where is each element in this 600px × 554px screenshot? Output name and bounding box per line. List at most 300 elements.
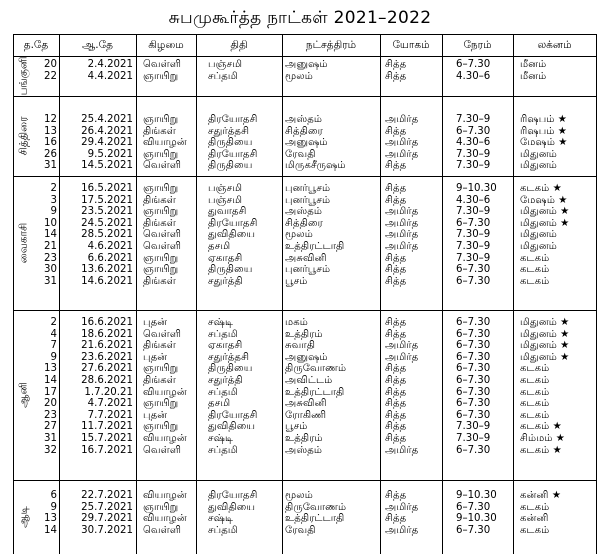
yogam-cell: சித்த — [385, 125, 407, 137]
lagnam-cell: மீனம் — [520, 59, 547, 70]
english-date-cell: 9.5.2021 — [87, 148, 133, 160]
weekday-cell: ஞாயிறு — [143, 398, 179, 410]
muhurtham-table — [13, 34, 597, 554]
yogam-cell: சித்த — [385, 183, 407, 194]
yogam-cell: சித்த — [385, 375, 407, 386]
star-cell: மூலம் — [285, 490, 313, 501]
table-row — [13, 264, 597, 276]
tamil-day-cell: 14 — [44, 229, 57, 241]
table-row — [13, 352, 597, 364]
tamil-day-cell: 9 — [50, 501, 57, 513]
table-row — [13, 253, 597, 265]
weekday-cell: ஞாயிறு — [143, 114, 179, 125]
english-date-cell: 29.7.2021 — [81, 513, 133, 525]
time-cell: 9–10.30 — [456, 490, 497, 501]
yogam-cell: சித்த — [385, 194, 407, 206]
tamil-day-cell: 13 — [44, 513, 57, 525]
star-cell: அஸ்தம் — [285, 206, 323, 218]
english-date-cell: 1.7.20.21 — [84, 386, 133, 398]
tamil-day-cell: 13 — [44, 363, 57, 375]
lagnam-cell: மிதுனம் ★ — [520, 340, 570, 352]
weekday-cell: வியாழன் — [143, 433, 187, 444]
weekday-cell: புதன் — [143, 317, 168, 328]
english-date-cell: 16.5.2021 — [81, 183, 133, 194]
yogam-cell: சித்த — [385, 398, 407, 410]
english-date-cell: 4.6.2021 — [87, 241, 133, 252]
yogam-cell: சித்த — [385, 328, 407, 340]
weekday-cell: வெள்ளி — [143, 524, 182, 536]
time-cell: 6–7.30 — [456, 125, 491, 137]
time-cell: 9–10.30 — [456, 183, 497, 194]
time-cell: 4.30–6 — [456, 194, 491, 206]
english-date-cell: 15.7.2021 — [81, 433, 133, 444]
table-row — [13, 445, 597, 457]
lagnam-cell: மிதுனம் ★ — [520, 351, 570, 363]
yogam-cell: சித்த — [385, 421, 407, 433]
table-row — [13, 387, 597, 399]
tamil-day-cell: 14 — [44, 524, 57, 536]
thithi-cell: துவிதியை — [208, 421, 256, 433]
lagnam-cell: கடகம் — [520, 409, 550, 421]
weekday-cell: வியாழன் — [143, 386, 187, 398]
english-date-cell: 16.7.2021 — [81, 444, 133, 456]
weekday-cell: ஞாயிறு — [143, 252, 179, 264]
table-row — [13, 59, 597, 71]
header-weekday: கிழமை — [148, 39, 184, 51]
yogam-cell: அமிர்த — [385, 241, 419, 252]
thithi-cell: சப்தமி — [208, 70, 238, 82]
weekday-cell: ஞாயிறு — [143, 421, 179, 433]
weekday-cell: வியாழன் — [143, 513, 187, 525]
time-cell: 6–7.30 — [456, 264, 491, 276]
time-cell: 7.30–9 — [456, 160, 491, 172]
yogam-cell: சித்த — [385, 409, 407, 421]
weekday-cell: புதன் — [143, 409, 168, 421]
lagnam-cell: மிதுனம் — [520, 241, 557, 252]
thithi-cell: சதுர்த்தசி — [208, 351, 250, 363]
star-cell: ரோகிணி — [285, 409, 327, 421]
table-row — [13, 114, 597, 126]
thithi-cell: திரயோதசி — [208, 148, 258, 160]
time-cell: 7.30–9 — [456, 433, 491, 444]
tamil-day-cell: 27 — [44, 421, 57, 433]
table-row — [13, 317, 597, 329]
thithi-cell: சதுர்த்தி — [208, 375, 243, 386]
weekday-cell: திங்கள் — [143, 375, 176, 386]
lagnam-cell: சிம்மம் ★ — [520, 433, 565, 444]
table-row — [13, 206, 597, 218]
english-date-cell: 29.4.2021 — [81, 137, 133, 149]
table-row — [13, 398, 597, 410]
tamil-day-cell: 7 — [50, 340, 57, 352]
star-cell: மிருகசீருஷம் — [285, 160, 346, 172]
english-date-cell: 21.6.2021 — [81, 340, 133, 352]
english-date-cell: 22.7.2021 — [81, 490, 133, 501]
tamil-day-cell: 20 — [44, 398, 57, 410]
english-date-cell: 24.5.2021 — [81, 217, 133, 229]
header-thithi: திதி — [230, 39, 248, 51]
star-cell: அசுவினி — [285, 398, 327, 410]
tamil-day-cell: 9 — [50, 351, 57, 363]
time-cell: 6–7.30 — [456, 275, 491, 287]
time-cell: 4.30–6 — [456, 70, 491, 82]
weekday-cell: ஞாயிறு — [143, 206, 179, 218]
table-row — [13, 183, 597, 195]
yogam-cell: அமிர்த — [385, 148, 419, 160]
english-date-cell: 27.6.2021 — [81, 363, 133, 375]
yogam-cell: சித்த — [385, 59, 407, 70]
page-title: சுபமுகூர்த்த நாட்கள் 2021–2022 — [168, 8, 432, 28]
tamil-day-cell: 21 — [44, 241, 57, 252]
yogam-cell: அமிர்த — [385, 229, 419, 241]
table-row — [13, 218, 597, 230]
table-row — [13, 149, 597, 161]
star-cell: பூசம் — [285, 275, 308, 287]
english-date-cell: 13.6.2021 — [81, 264, 133, 276]
lagnam-cell: மிதுனம் ★ — [520, 317, 570, 328]
table-row — [13, 229, 597, 241]
table-row — [13, 513, 597, 525]
tamil-day-cell: 2 — [50, 317, 57, 328]
time-cell: 6–7.30 — [456, 317, 491, 328]
star-cell: புனர்பூசம் — [285, 194, 331, 206]
lagnam-cell: கன்னி ★ — [520, 490, 561, 501]
tamil-day-cell: 4 — [50, 328, 57, 340]
star-cell: அஸ்தம் — [285, 114, 323, 125]
table-row — [13, 71, 597, 83]
tamil-day-cell: 23 — [44, 252, 57, 264]
star-cell: அனுஷம் — [285, 59, 328, 70]
lagnam-cell: கடகம் — [520, 398, 550, 410]
thithi-cell: பஞ்சமி — [208, 194, 243, 206]
time-cell: 7.30–9 — [456, 421, 491, 433]
thithi-cell: சஷ்டி — [208, 513, 234, 525]
weekday-cell: வெள்ளி — [143, 241, 182, 252]
english-date-cell: 17.5.2021 — [81, 194, 133, 206]
month-label-aadi: ஆடி — [17, 506, 30, 528]
english-date-cell: 18.6.2021 — [81, 328, 133, 340]
english-date-cell: 25.4.2021 — [81, 114, 133, 125]
weekday-cell: திங்கள் — [143, 340, 176, 352]
star-cell: சித்திரை — [285, 217, 323, 229]
tamil-day-cell: 32 — [44, 444, 57, 456]
english-date-cell: 7.7.2021 — [87, 409, 133, 421]
star-cell: புனர்பூசம் — [285, 183, 331, 194]
tamil-day-cell: 23 — [44, 409, 57, 421]
thithi-cell: பஞ்சமி — [208, 183, 243, 194]
star-cell: மூலம் — [285, 229, 313, 241]
lagnam-cell: மிதுனம் ★ — [520, 328, 570, 340]
lagnam-cell: கடகம் — [520, 264, 550, 276]
tamil-day-cell: 31 — [44, 275, 57, 287]
weekday-cell: ஞாயிறு — [143, 148, 179, 160]
time-cell: 6–7.30 — [456, 217, 491, 229]
table-row — [13, 410, 597, 422]
table-row — [13, 340, 597, 352]
time-cell: 6–7.30 — [456, 363, 491, 375]
star-cell: சித்திரை — [285, 125, 323, 137]
star-cell: புனர்பூசம் — [285, 264, 331, 276]
thithi-cell: திரயோதசி — [208, 114, 258, 125]
star-cell: அனுஷம் — [285, 351, 328, 363]
tamil-day-cell: 10 — [44, 217, 57, 229]
thithi-cell: துவிதியை — [208, 229, 256, 241]
lagnam-cell: மிதுனம் ★ — [520, 206, 570, 218]
lagnam-cell: மேஷம் ★ — [520, 137, 568, 149]
time-cell: 6–7.30 — [456, 524, 491, 536]
weekday-cell: ஞாயிறு — [143, 363, 179, 375]
lagnam-cell: மேஷம் ★ — [520, 194, 568, 206]
star-cell: உத்திரம் — [285, 328, 323, 340]
tamil-day-cell: 6 — [50, 490, 57, 501]
tamil-day-cell: 3 — [50, 194, 57, 206]
header-time: நேரம் — [463, 39, 492, 51]
lagnam-cell: மிதுனம் ★ — [520, 217, 570, 229]
time-cell: 7.30–9 — [456, 252, 491, 264]
tamil-day-cell: 14 — [44, 375, 57, 386]
lagnam-cell: ரிஷபம் ★ — [520, 125, 567, 137]
tamil-day-cell: 30 — [44, 264, 57, 276]
header-lagnam: லக்னம் — [537, 39, 572, 51]
month-label-chithirai: சித்திரை — [17, 116, 30, 156]
time-cell: 6–7.30 — [456, 386, 491, 398]
thithi-cell: துவிதியை — [208, 501, 256, 513]
weekday-cell: ஞாயிறு — [143, 501, 179, 513]
time-cell: 6–7.30 — [456, 328, 491, 340]
thithi-cell: சப்தமி — [208, 444, 238, 456]
weekday-cell: ஞாயிறு — [143, 264, 179, 276]
lagnam-cell: கடகம் ★ — [520, 421, 562, 433]
star-cell: அவிட்டம் — [285, 375, 333, 386]
star-cell: உத்திரட்டாதி — [285, 241, 345, 252]
star-cell: சுவாதி — [285, 340, 316, 352]
time-cell: 6–7.30 — [456, 409, 491, 421]
thithi-cell: சதுர்த்தசி — [208, 125, 250, 137]
star-cell: அஸ்தம் — [285, 444, 323, 456]
english-date-cell: 2.4.2021 — [87, 59, 133, 70]
header-star: நட்சத்திரம் — [305, 39, 357, 51]
yogam-cell: சித்த — [385, 275, 407, 287]
tamil-day-cell: 16 — [44, 137, 57, 149]
tamil-day-cell: 2 — [50, 183, 57, 194]
star-cell: உத்திரட்டாதி — [285, 386, 345, 398]
time-cell: 7.30–9 — [456, 148, 491, 160]
weekday-cell: திங்கள் — [143, 217, 176, 229]
time-cell: 6–7.30 — [456, 444, 491, 456]
english-date-cell: 28.6.2021 — [81, 375, 133, 386]
table-row — [13, 126, 597, 138]
tamil-day-cell: 22 — [44, 70, 57, 82]
time-cell: 7.30–9 — [456, 229, 491, 241]
weekday-cell: திங்கள் — [143, 275, 176, 287]
time-cell: 6–7.30 — [456, 340, 491, 352]
tamil-day-cell: 26 — [44, 148, 57, 160]
tamil-day-cell: 12 — [44, 114, 57, 125]
thithi-cell: சஷ்டி — [208, 317, 234, 328]
thithi-cell: ஏகாதசி — [208, 252, 243, 264]
thithi-cell: சப்தமி — [208, 386, 238, 398]
time-cell: 6–7.30 — [456, 501, 491, 513]
star-cell: அனுஷம் — [285, 137, 328, 149]
lagnam-cell: கடகம் — [520, 363, 550, 375]
lagnam-cell: கடகம் — [520, 524, 550, 536]
english-date-cell: 25.7.2021 — [81, 501, 133, 513]
month-label-vaikasi: வைகாசி — [17, 222, 30, 264]
table-row — [13, 195, 597, 207]
english-date-cell: 4.7.2021 — [87, 398, 133, 410]
yogam-cell: சித்த — [385, 252, 407, 264]
star-cell: அசுவினி — [285, 252, 327, 264]
weekday-cell: வெள்ளி — [143, 328, 182, 340]
star-cell: மூலம் — [285, 70, 313, 82]
weekday-cell: ஞாயிறு — [143, 70, 179, 82]
lagnam-cell: கடகம் — [520, 501, 550, 513]
lagnam-cell: கடகம் — [520, 252, 550, 264]
yogam-cell: சித்த — [385, 363, 407, 375]
time-cell: 6–7.30 — [456, 375, 491, 386]
table-row — [13, 375, 597, 387]
thithi-cell: திருதியை — [208, 160, 253, 172]
lagnam-cell: கடகம் — [520, 275, 550, 287]
time-cell: 7.30–9 — [456, 206, 491, 218]
table-row — [13, 137, 597, 149]
thithi-cell: தசமி — [208, 241, 231, 252]
yogam-cell: அமிர்த — [385, 340, 419, 352]
yogam-cell: சித்த — [385, 317, 407, 328]
lagnam-cell: ரிஷபம் ★ — [520, 114, 567, 125]
star-cell: உத்திரட்டாதி — [285, 513, 345, 525]
weekday-cell: ஞாயிறு — [143, 183, 179, 194]
yogam-cell: அமிர்த — [385, 206, 419, 218]
tamil-day-cell: 31 — [44, 160, 57, 172]
time-cell: 7.30–9 — [456, 114, 491, 125]
star-cell: ரேவதி — [285, 148, 316, 160]
header-english-date: ஆ.தே — [82, 39, 113, 51]
table-row — [13, 276, 597, 288]
yogam-cell: அமிர்த — [385, 114, 419, 125]
lagnam-cell: கடகம் — [520, 375, 550, 386]
yogam-cell: அமிர்த — [385, 524, 419, 536]
table-row — [13, 160, 597, 172]
time-cell: 7.30–9 — [456, 241, 491, 252]
tamil-day-cell: 20 — [44, 59, 57, 70]
lagnam-cell: மிதுனம் — [520, 160, 557, 172]
time-cell: 6–7.30 — [456, 351, 491, 363]
yogam-cell: சித்த — [385, 386, 407, 398]
yogam-cell: அமிர்த — [385, 137, 419, 149]
english-date-cell: 23.6.2021 — [81, 351, 133, 363]
thithi-cell: திருதியை — [208, 363, 253, 375]
thithi-cell: திரயோதசி — [208, 217, 258, 229]
thithi-cell: திருதியை — [208, 264, 253, 276]
table-row — [13, 433, 597, 445]
english-date-cell: 23.5.2021 — [81, 206, 133, 218]
english-date-cell: 14.6.2021 — [81, 275, 133, 287]
tamil-day-cell: 13 — [44, 125, 57, 137]
weekday-cell: திங்கள் — [143, 125, 176, 137]
thithi-cell: பஞ்சமி — [208, 59, 243, 70]
weekday-cell: புதன் — [143, 351, 168, 363]
thithi-cell: திருதியை — [208, 137, 253, 149]
weekday-cell: வெள்ளி — [143, 59, 182, 70]
english-date-cell: 30.7.2021 — [81, 524, 133, 536]
lagnam-cell: மிதுனம் — [520, 148, 557, 160]
yogam-cell: சித்த — [385, 264, 407, 276]
tamil-day-cell: 17 — [44, 386, 57, 398]
weekday-cell: வெள்ளி — [143, 160, 182, 172]
lagnam-cell: கடகம் ★ — [520, 183, 562, 194]
tamil-day-cell: 31 — [44, 433, 57, 444]
lagnam-cell: கடகம் ★ — [520, 444, 562, 456]
table-row — [13, 525, 597, 537]
thithi-cell: சப்தமி — [208, 524, 238, 536]
month-label-aani: ஆனி — [17, 382, 30, 408]
table-row — [13, 363, 597, 375]
english-date-cell: 26.4.2021 — [81, 125, 133, 137]
thithi-cell: சப்தமி — [208, 328, 238, 340]
thithi-cell: திரயோதசி — [208, 490, 258, 501]
weekday-cell: வியாழன் — [143, 137, 187, 149]
yogam-cell: அமிர்த — [385, 351, 419, 363]
star-cell: பூசம் — [285, 421, 308, 433]
thithi-cell: ஏகாதசி — [208, 340, 243, 352]
lagnam-cell: மிதுனம் — [520, 229, 557, 241]
weekday-cell: வியாழன் — [143, 490, 187, 501]
weekday-cell: வெள்ளி — [143, 229, 182, 241]
star-cell: திருவோணம் — [285, 363, 347, 375]
table-row — [13, 490, 597, 502]
yogam-cell: சித்த — [385, 433, 407, 444]
header-tamil-date: த.தே — [23, 39, 49, 51]
table-row — [13, 502, 597, 514]
weekday-cell: வெள்ளி — [143, 444, 182, 456]
thithi-cell: துவாதசி — [208, 206, 247, 218]
english-date-cell: 11.7.2021 — [81, 421, 133, 433]
english-date-cell: 6.6.2021 — [87, 252, 133, 264]
english-date-cell: 28.5.2021 — [81, 229, 133, 241]
time-cell: 4.30–6 — [456, 137, 491, 149]
thithi-cell: சதுர்த்தி — [208, 275, 243, 287]
time-cell: 6–7.30 — [456, 59, 491, 70]
thithi-cell: திரயோதசி — [208, 409, 258, 421]
table-row — [13, 329, 597, 341]
time-cell: 9–10.30 — [456, 513, 497, 525]
table-row — [13, 421, 597, 433]
lagnam-cell: மீனம் — [520, 70, 547, 82]
yogam-cell: அமிர்த — [385, 501, 419, 513]
star-cell: ரேவதி — [285, 524, 316, 536]
tamil-day-cell: 9 — [50, 206, 57, 218]
yogam-cell: அமிர்த — [385, 217, 419, 229]
lagnam-cell: கன்னி — [520, 513, 549, 525]
thithi-cell: தசமி — [208, 398, 231, 410]
yogam-cell: அமிர்த — [385, 444, 419, 456]
english-date-cell: 14.5.2021 — [81, 160, 133, 172]
yogam-cell: சித்த — [385, 513, 407, 525]
month-label-panguni: பங்குனி — [17, 56, 30, 96]
star-cell: திருவோணம் — [285, 501, 347, 513]
star-cell: உத்திரம் — [285, 433, 323, 444]
star-cell: மகம் — [285, 317, 308, 328]
thithi-cell: சஷ்டி — [208, 433, 234, 444]
weekday-cell: திங்கள் — [143, 194, 176, 206]
yogam-cell: சித்த — [385, 490, 407, 501]
yogam-cell: சித்த — [385, 160, 407, 172]
english-date-cell: 16.6.2021 — [81, 317, 133, 328]
english-date-cell: 4.4.2021 — [87, 70, 133, 82]
header-yogam: யோகம் — [392, 39, 430, 51]
table-row — [13, 241, 597, 253]
